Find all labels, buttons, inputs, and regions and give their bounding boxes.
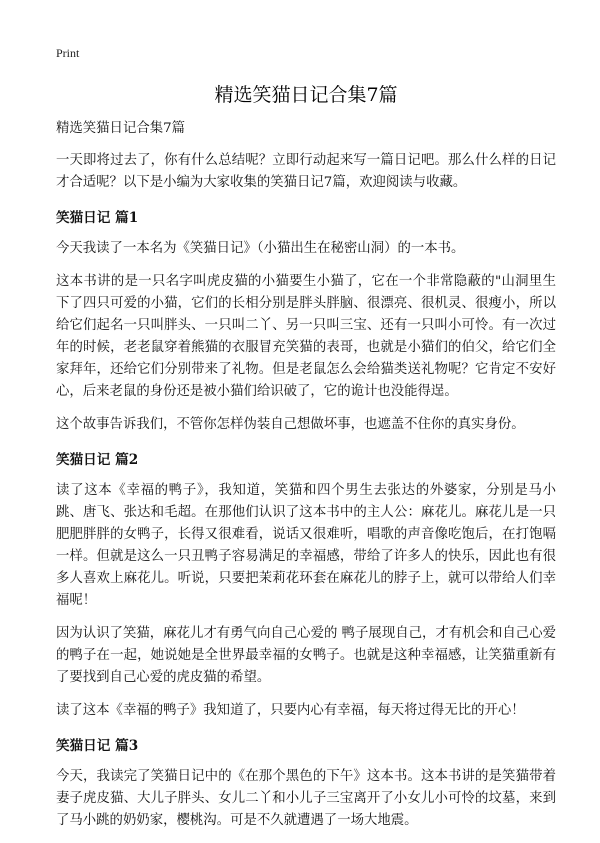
section-2-paragraph: 因为认识了笑猫，麻花儿才有勇气向自己心爱的 鸭子展现自己，才有机会和自己心爱的鸭子在一起，她说她是全世界最幸福的女鸭子。也就是这种幸福感，让笑猫重新有了要找到自己心爱的虎皮猫的希望。 xyxy=(56,626,556,685)
page-title: 精选笑猫日记合集7篇 xyxy=(214,84,398,106)
section-heading-3: 笑猫日记 篇3 xyxy=(56,738,139,754)
article-subtitle: 精选笑猫日记合集7篇 xyxy=(56,121,186,136)
section-heading-2: 笑猫日记 篇2 xyxy=(56,452,139,468)
print-link[interactable]: Print xyxy=(56,46,80,60)
section-1-paragraph: 今天我读了一本名为《笑猫日记》（小猫出生在秘密山洞）的一本书。 xyxy=(56,241,465,256)
article-body xyxy=(56,118,556,843)
section-2-paragraph: 读了这本《幸福的鸭子》我知道了，只要内心有幸福，每天将过得无比的开心！ xyxy=(56,703,525,718)
section-heading-1: 笑猫日记 篇1 xyxy=(56,210,139,226)
section-1-paragraph: 这个故事告诉我们，不管你怎样伪装自己想做坏事，也遮盖不住你的真实身份。 xyxy=(56,417,525,432)
section-3-paragraph: 今天，我读完了笑猫日记中的《在那个黑色的下午》这本书。这本书讲的是笑猫带着妻子虎皮猫、大儿子胖头、女儿二丫和小儿子三宝离开了小女儿小可怜的坟墓，来到了马小跳的奶奶家，樱桃沟。可是不久就遭遇了一场大地震。 xyxy=(56,769,556,828)
section-2-paragraph: 读了这本《幸福的鸭子》，我知道，笑猫和四个男生去张达的外婆家，分别是马小跳、唐飞、张达和毛超。在那他们认识了这本书中的主人公：麻花儿。麻花儿是一只肥肥胖胖的女鸭子，长得又很难看，说话又很难听，唱歌的声音像吃饱后，在打饱嗝一样。但就是这么一只丑鸭子容易满足的幸福感，带给了许多人的快乐，因此也有很多人喜欢上麻花儿。听说，只要把茉莉花环套在麻花儿的脖子上，就可以带给人们幸福呢！ xyxy=(56,483,556,608)
section-1-paragraph: 这本书讲的是一只名字叫虎皮猫的小猫要生小猫了，它在一个非常隐蔽的"山洞里生下了四只可爱的小猫，它们的长相分别是胖头胖脑、很漂亮、很机灵、很瘦小，所以给它们起名一只叫胖头、一只叫二丫、另一只叫三宝、还有一只叫小可怜。有一次过年的时候，老老鼠穿着熊猫的衣服冒充笑猫的表哥，也就是小猫们的伯父，给它们全家拜年，还给它们分别带来了礼物。但是老鼠怎么会给猫类送礼物呢？它肯定不安好心，后来老鼠的身份还是被小猫们给识破了，它的诡计也没能得逞。 xyxy=(56,274,556,399)
intro-paragraph: 一天即将过去了，你有什么总结呢？立即行动起来写一篇日记吧。那么什么样的日记才合适呢？以下是小编为大家收集的笑猫日记7篇，欢迎阅读与收藏。 xyxy=(56,153,556,190)
